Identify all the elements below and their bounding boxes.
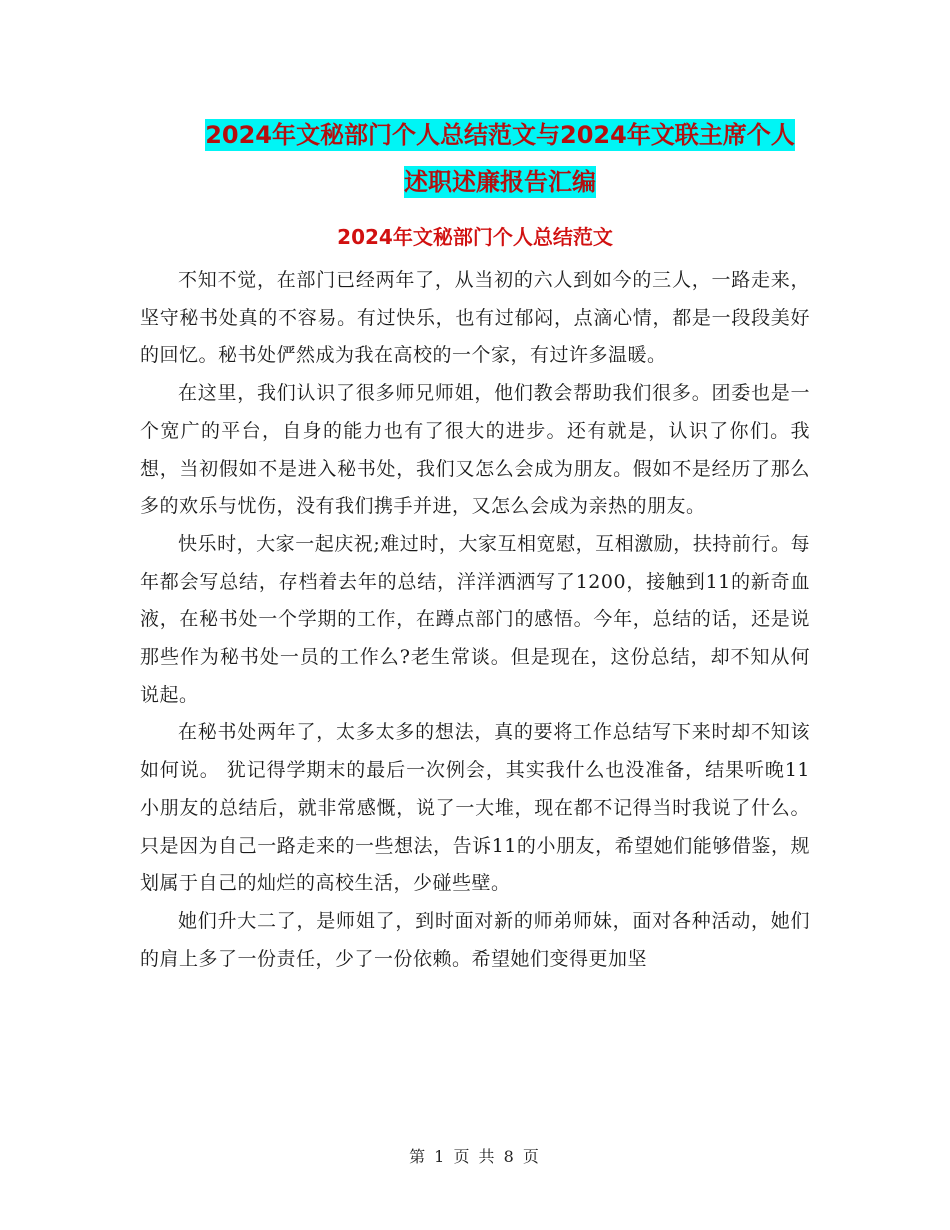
section-title: 2024年文秘部门个人总结范文 bbox=[337, 225, 613, 249]
paragraph-5: 她们升大二了，是师姐了，到时面对新的师弟师妹，面对各种活动，她们的肩上多了一份责任，少了一份依赖。希望她们变得更加坚 bbox=[140, 909, 810, 970]
document-title-line-1: 2024年文秘部门个人总结范文与2024年文联主席个人 bbox=[205, 121, 795, 149]
paragraph-2: 在这里，我们认识了很多师兄师姐，他们教会帮助我们很多。团委也是一个宽广的平台，自身的能力也有了很大的进步。还有就是，认识了你们。我想，当初假如不是进入秘书处，我们又怎么会成为朋友。假如不是经历了那么多的欢乐与忧伤，没有我们携手并进，又怎么会成为亲热的朋友。 bbox=[140, 382, 810, 518]
paragraph-3: 快乐时，大家一起庆祝;难过时，大家互相宽慰，互相激励，扶持前行。每年都会写总结，存档着去年的总结，洋洋洒洒写了1200，接触到11的新奇血液，在秘书处一个学期的工作，在蹲点部门的感悟。今年，总结的话，还是说那些作为秘书处一员的工作么?老生常谈。但是现在，这份总结，却不知从何说起。 bbox=[140, 532, 810, 706]
document-title-line-2: 述职述廉报告汇编 bbox=[404, 168, 596, 196]
page-footer: 第 1 页 共 8 页 bbox=[409, 1147, 541, 1166]
paragraph-4: 在秘书处两年了，太多太多的想法，真的要将工作总结写下来时却不知该如何说。 犹记得学期末的最后一次例会，其实我什么也没准备，结果听晚11小朋友的总结后，就非常感慨，说了一大堆，现在都不记得当时我说了什么。只是因为自己一路走来的一些想法，告诉11的小朋友，希望她们能够借鉴，规划属于自己的灿烂的高校生活，少碰些壁。 bbox=[140, 721, 810, 895]
document-title bbox=[140, 112, 860, 206]
document-body bbox=[140, 262, 810, 978]
paragraph-1: 不知不觉，在部门已经两年了，从当初的六人到如今的三人，一路走来，坚守秘书处真的不容易。有过快乐，也有过郁闷，点滴心情，都是一段段美好的回忆。秘书处俨然成为我在高校的一个家，有过许多温暖。 bbox=[140, 269, 810, 367]
